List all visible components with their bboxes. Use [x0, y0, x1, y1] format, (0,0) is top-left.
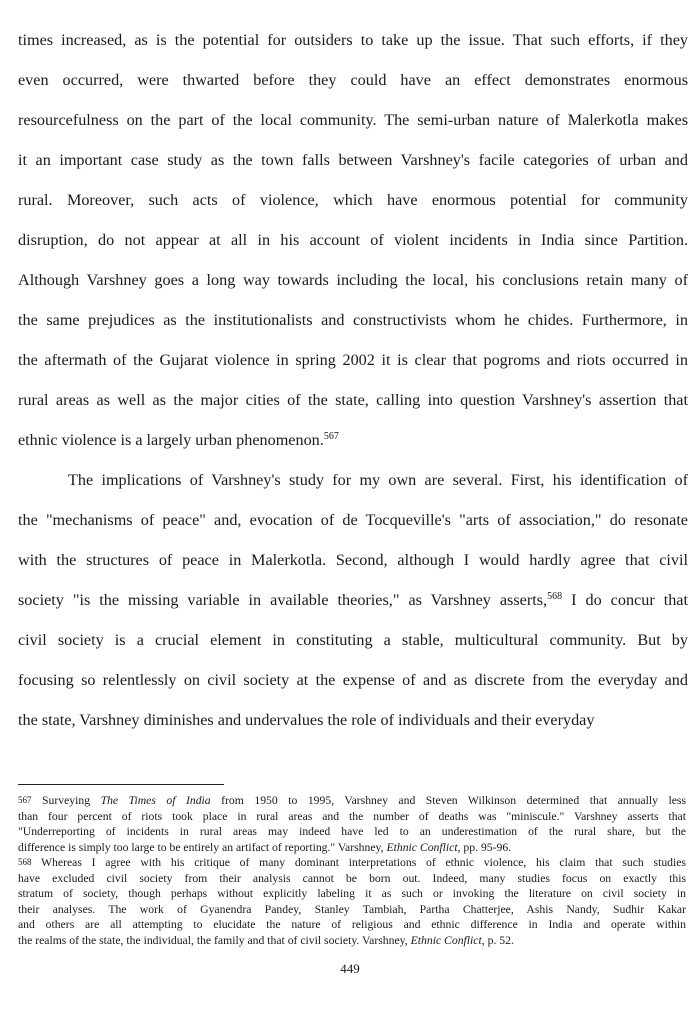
text-segment: , pp. 95-96.: [457, 840, 512, 854]
text-line: the state, Varshney diminishes and undervalues the role of individuals and their everyday: [18, 711, 595, 729]
text-line: the "mechanisms of peace" and, evocation of de Tocqueville's "arts of association," do resonate: [18, 511, 688, 529]
text-line: the same prejudices as the institutionalists and constructivists whom he chides. Furthermore, in: [18, 311, 688, 329]
footnote-line: stratum of society, though perhaps without explicitly labeling it as such or invoking the literature on civil society in: [18, 887, 686, 900]
footnote-separator: [18, 784, 224, 785]
text-line: focusing so relentlessly on civil society at the expense of and as discrete from the everyday and: [18, 671, 688, 689]
text-line: the aftermath of the Gujarat violence in spring 2002 it is clear that pogroms and riots occurred in: [18, 351, 688, 369]
footnote-line: [18, 933, 686, 949]
footnote-567: [18, 793, 686, 855]
footnote-line: their analyses. The work of Gyanendra Pandey, Stanley Tambiah, Partha Chatterjee, Ashis Nandy, Sudhir Kakar: [18, 902, 686, 916]
paragraph-first-line: The implications of Varshney's study for my own are several. First, his identification of: [68, 471, 688, 489]
text-segment: Surveying: [31, 794, 101, 807]
text-line: [18, 420, 688, 460]
footnote-line: [18, 840, 686, 856]
text-line: times increased, as is the potential for outsiders to take up the issue. That such efforts, if they: [18, 31, 688, 49]
footnotes: [18, 793, 686, 948]
footnote-line: "Underreporting of incidents in rural areas may indeed have led to an underestimation of the rural share, but the: [18, 825, 686, 838]
footnote-line: [18, 793, 686, 809]
text-line: rural. Moreover, such acts of violence, which have enormous potential for community: [18, 191, 688, 209]
italic-title: Ethnic Conflict: [386, 840, 458, 854]
text-line: resourcefulness on the part of the local community. The semi-urban nature of Malerkotla makes: [18, 111, 688, 129]
italic-title: Ethnic Conflict: [410, 933, 482, 947]
footnote-reference-568[interactable]: 568: [547, 591, 563, 602]
text-line: even occurred, were thwarted before they could have an effect demonstrates enormous: [18, 71, 688, 89]
text-line: disruption, do not appear at all in his account of violent incidents in India since Partition.: [18, 231, 688, 249]
footnote-line: [18, 855, 686, 871]
text-segment: the realms of the state, the individual, the family and that of civil society. Varshney,: [18, 933, 411, 947]
text-line: civil society is a crucial element in constituting a stable, multicultural community. But by: [18, 631, 688, 649]
italic-title: The Times of India: [100, 794, 211, 807]
page-number: 449: [340, 961, 360, 976]
text-segment: ethnic violence is a largely urban phenomenon.: [18, 431, 324, 449]
text-segment: society "is the missing variable in available theories," as Varshney asserts,: [18, 591, 548, 609]
footnote-reference-567[interactable]: 567: [323, 431, 339, 442]
text-line: with the structures of peace in Malerkotla. Second, although I would hardly agree that civil: [18, 551, 688, 569]
text-line: rural areas as well as the major cities of the state, calling into question Varshney's assertion that: [18, 391, 688, 409]
footnote-line: have excluded civil society from their analysis cannot be born out. Indeed, many studies focus on exactly this: [18, 871, 686, 885]
body-text: [18, 20, 688, 740]
text-segment: from 1950 to 1995, Varshney and Steven Wilkinson determined that annually less: [210, 794, 686, 807]
text-segment: , p. 52.: [481, 933, 514, 947]
footnote-number: 567: [18, 795, 32, 805]
text-line: [18, 580, 688, 620]
text-segment: Whereas I agree with his critique of many dominant interpretations of ethnic violence, his claim that such studies: [31, 856, 686, 869]
text-line: it an important case study as the town falls between Varshney's facile categories of urban and: [18, 151, 688, 169]
text-segment: difference is simply too large to be entirely an artifact of reporting." Varshney,: [18, 840, 387, 854]
text-segment: I do concur that: [562, 591, 688, 609]
footnote-line: and others are all attempting to elucidate the nature of religious and ethnic difference in India and operate within: [18, 918, 686, 931]
text-line: Although Varshney goes a long way towards including the local, his conclusions retain many of: [18, 271, 688, 289]
footnote-number: 568: [18, 857, 32, 867]
footnote-line: than four percent of riots took place in rural areas and the number of deaths was "miniscule." Varshney asserts that: [18, 809, 686, 823]
footnote-568: [18, 855, 686, 948]
